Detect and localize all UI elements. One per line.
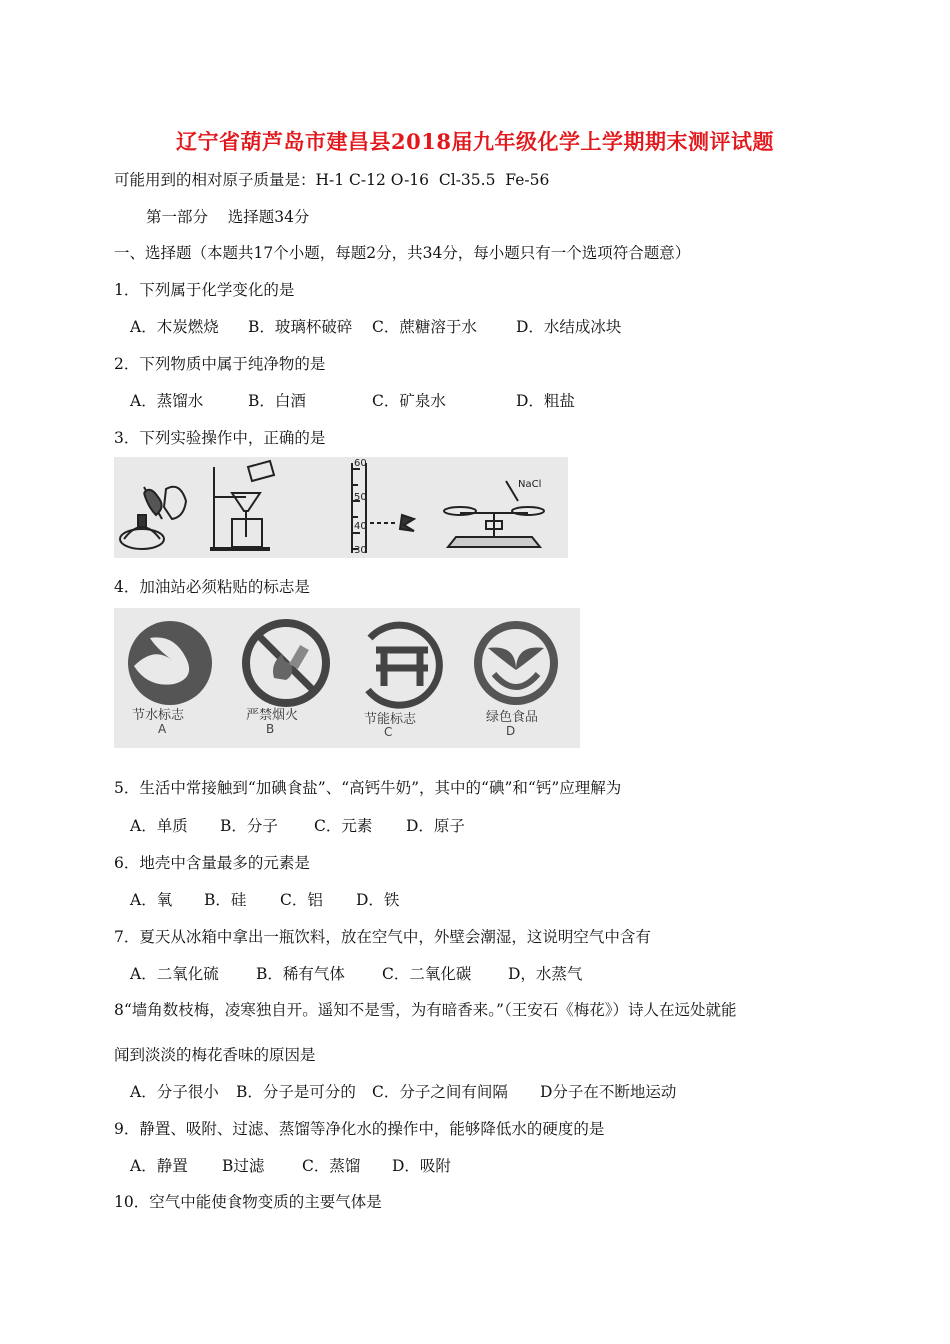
q1-option-b: B．玻璃杯破碎 — [248, 318, 353, 336]
q5-option-c: C．元素 — [314, 817, 373, 835]
sign-b-letter: B — [266, 722, 275, 736]
q2-option-c: C．矿泉水 — [372, 392, 446, 410]
q6-option-b: B．硅 — [204, 891, 247, 909]
water-drop-icon — [128, 621, 212, 705]
question-8-stem-line2: 闻到淡淡的梅花香味的原因是 — [114, 1046, 316, 1064]
sign-a-letter: A — [158, 722, 167, 736]
q9-option-b: B过滤 — [222, 1157, 265, 1175]
question-9-stem: 9．静置、吸附、过滤、蒸馏等净化水的操作中，能够降低水的硬度的是 — [114, 1120, 605, 1138]
q6-option-a: A．氧 — [130, 891, 173, 909]
q2-option-d: D．粗盐 — [516, 392, 575, 410]
question-2-stem: 2．下列物质中属于纯净物的是 — [114, 355, 326, 373]
q6-option-c: C．铝 — [280, 891, 323, 909]
cylinder-tick-30: 30 — [354, 545, 367, 556]
question-5-stem: 5．生活中常接触到“加碘食盐”、“高钙牛奶”，其中的“碘”和“钙”应理解为 — [114, 779, 622, 797]
lab-operations-illustration — [114, 457, 568, 558]
q1-option-d: D．水结成冰块 — [516, 318, 622, 336]
nacl-label: NaCl — [518, 479, 542, 490]
alcohol-lamp-icon — [120, 487, 186, 549]
q2-option-b: B．白酒 — [248, 392, 306, 410]
filtration-stand-icon — [210, 461, 274, 549]
q1-option-a: A．木炭燃烧 — [130, 318, 219, 336]
question-1-stem: 1．下列属于化学变化的是 — [114, 281, 295, 299]
lab-operations-figure — [114, 457, 568, 558]
q8-option-a: A．分子很小 — [130, 1083, 219, 1101]
q9-option-a: A．静置 — [130, 1157, 188, 1175]
q7-option-d: D，水蒸气 — [508, 965, 583, 983]
q7-option-b: B．稀有气体 — [256, 965, 345, 983]
question-6-stem: 6．地壳中含量最多的元素是 — [114, 854, 310, 872]
q8-option-c: C．分子之间有间隔 — [372, 1083, 508, 1101]
green-food-icon — [474, 621, 558, 705]
q6-option-d: D．铁 — [356, 891, 400, 909]
q7-option-c: C．二氧化碳 — [382, 965, 472, 983]
question-10-stem: 10．空气中能使食物变质的主要气体是 — [114, 1193, 382, 1211]
sign-c-caption: 节能标志 — [364, 712, 417, 727]
part-heading: 第一部分 选择题34分 — [146, 208, 310, 226]
graduated-cylinder-icon — [352, 463, 414, 553]
cylinder-tick-50: 50 — [354, 492, 367, 503]
q9-option-d: D．吸附 — [392, 1157, 451, 1175]
sign-c-letter: C — [384, 725, 393, 739]
section-heading: 一、选择题（本题共17个小题，每题2分，共34分，每小题只有一个选项符合题意） — [114, 244, 691, 262]
cylinder-tick-40: 40 — [354, 521, 367, 532]
page-title: 辽宁省葫芦岛市建昌县2018届九年级化学上学期期末测评试题 — [176, 129, 774, 154]
q9-option-c: C．蒸馏 — [302, 1157, 361, 1175]
question-4-stem: 4．加油站必须粘贴的标志是 — [114, 578, 310, 596]
question-7-stem: 7．夏天从冰箱中拿出一瓶饮料，放在空气中，外壁会潮湿，这说明空气中含有 — [114, 928, 651, 946]
q5-option-a: A．单质 — [130, 817, 188, 835]
q5-option-d: D．原子 — [406, 817, 465, 835]
q2-option-a: A．蒸馏水 — [130, 392, 204, 410]
energy-saving-icon — [368, 625, 439, 705]
cylinder-tick-60: 60 — [354, 458, 367, 469]
sign-d-caption: 绿色食品 — [486, 710, 539, 725]
q7-option-a: A．二氧化硫 — [130, 965, 219, 983]
no-fire-icon — [246, 623, 326, 703]
balance-scale-icon — [444, 481, 544, 547]
q8-option-b: B．分子是可分的 — [236, 1083, 356, 1101]
q5-option-b: B．分子 — [220, 817, 278, 835]
atomic-mass-line: 可能用到的相对原子质量是：H-1 C-12 O-16 Cl-35.5 Fe-56 — [114, 171, 550, 189]
question-3-stem: 3．下列实验操作中，正确的是 — [114, 429, 326, 447]
safety-signs-figure — [114, 608, 580, 748]
sign-a-caption: 节水标志 — [132, 708, 185, 723]
q8-option-d: D分子在不断地运动 — [540, 1083, 677, 1101]
question-8-stem-line1: 8“墙角数枝梅，凌寒独自开。遥知不是雪，为有暗香来。”（王安石《梅花》）诗人在远处就能 — [114, 1001, 737, 1019]
sign-d-letter: D — [506, 724, 516, 738]
sign-b-caption: 严禁烟火 — [246, 708, 299, 723]
q1-option-c: C．蔗糖溶于水 — [372, 318, 477, 336]
